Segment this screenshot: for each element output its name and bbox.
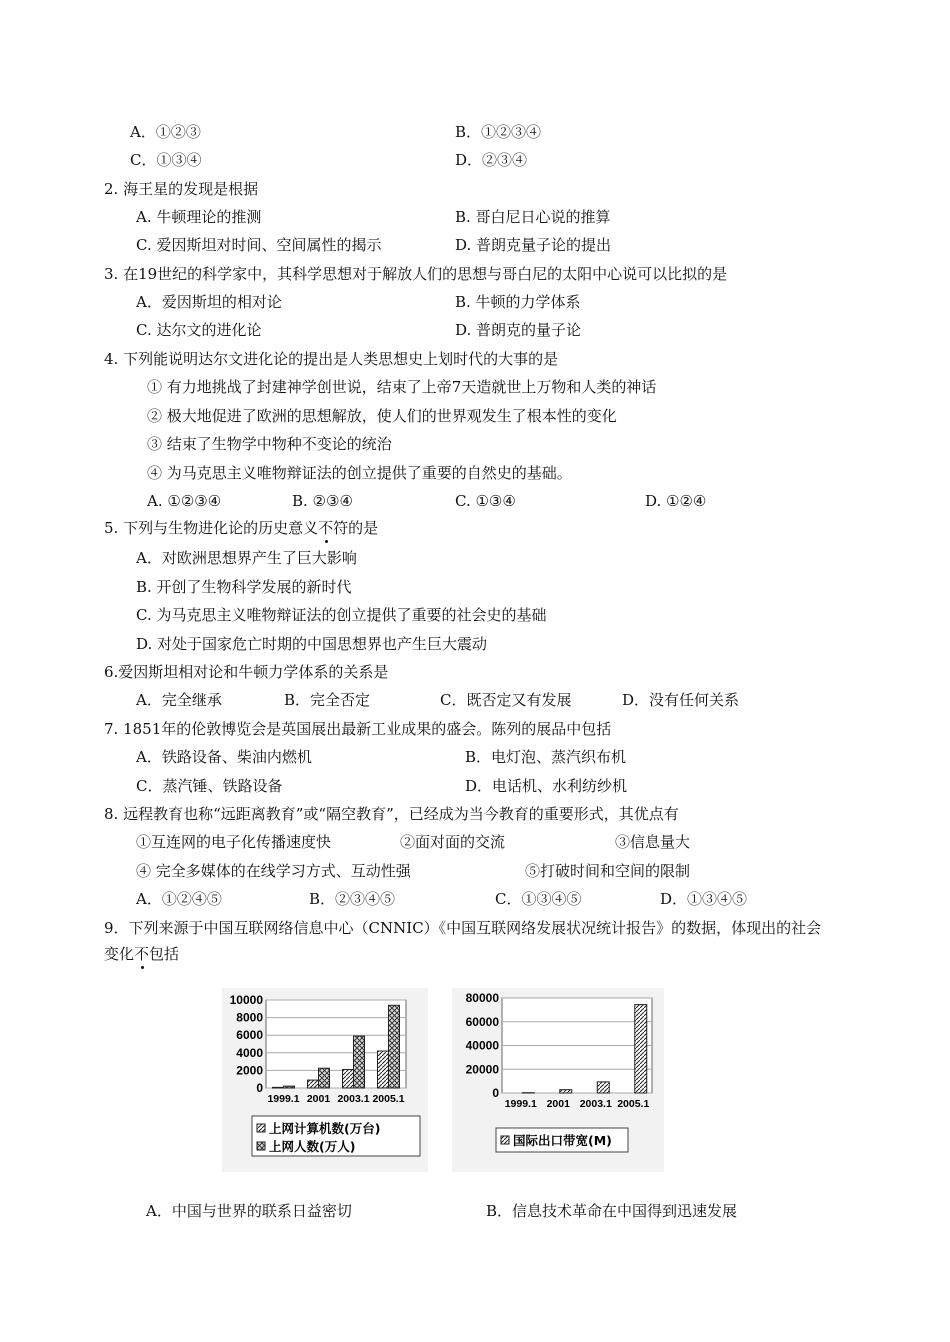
q5-stem-post: 符的是 [333, 519, 379, 537]
q8-item-1: ①互连网的电子化传播速度快 [136, 833, 332, 851]
bar [343, 1070, 354, 1088]
q4-statement-3: ③ 结束了生物学中物种不变论的统治 [147, 435, 392, 453]
legend-label: 上网人数(万人) [269, 1139, 356, 1154]
chart-internet-users [222, 988, 428, 1172]
chart-bandwidth [452, 988, 664, 1172]
q4-statement-1: ① 有力地挑战了封建神学创世说，结束了上帝7天造就世上万物和人类的神话 [147, 378, 657, 396]
q5-option-d: D. 对处于国家危亡时期的中国思想界也产生巨大震动 [136, 635, 488, 653]
chart-2-svg [452, 988, 664, 1172]
q3-option-b: B. 牛顿的力学体系 [455, 293, 581, 311]
q5-emphasis-mark: 不 [318, 519, 334, 537]
chart-1-svg [222, 988, 428, 1172]
q7-option-a: A．铁路设备、柴油内燃机 [136, 748, 312, 766]
x-tick-label: 1999.1 [504, 1098, 537, 1110]
bar [308, 1080, 319, 1088]
q4-option-d: D. ①②④ [645, 492, 707, 510]
q8-item-5: ⑤打破时间和空间的限制 [525, 862, 691, 880]
q9-stem-line2 [104, 944, 179, 964]
y-tick-label: 6000 [236, 1028, 263, 1043]
q5-stem-pre: 5. 下列与生物进化论的历史意义 [104, 519, 319, 537]
bar [560, 1090, 572, 1093]
bar [597, 1082, 609, 1093]
bar [389, 1005, 400, 1088]
q7-option-d: D．电话机、水利纺纱机 [465, 777, 628, 795]
q9-option-b: B．信息技术革命在中国得到迅速发展 [486, 1202, 738, 1220]
bar [354, 1036, 365, 1088]
option-d: D．②③④ [455, 151, 528, 169]
x-tick-label: 1999.1 [267, 1093, 300, 1105]
bar [319, 1068, 330, 1088]
q4-option-c: C. ①③④ [455, 492, 516, 510]
y-tick-label: 20000 [465, 1062, 499, 1077]
q2-stem: 2. 海王星的发现是根据 [104, 180, 259, 198]
q6-option-b: B．完全否定 [284, 691, 371, 709]
q5-stem [104, 518, 378, 538]
q2-option-b: B. 哥白尼日心说的推算 [455, 208, 611, 226]
q4-option-b: B. ②③④ [292, 492, 353, 510]
x-tick-label: 2001 [306, 1093, 331, 1105]
q8-option-b: B．②③④⑤ [309, 890, 396, 908]
y-tick-label: 80000 [465, 991, 499, 1005]
q9-stem-post: 包括 [149, 945, 180, 963]
y-tick-label: 2000 [236, 1063, 263, 1078]
x-tick-label: 2005.1 [617, 1098, 650, 1110]
q6-option-d: D．没有任何关系 [622, 691, 740, 709]
legend-swatch [257, 1124, 265, 1132]
q8-option-d: D．①③④⑤ [660, 890, 748, 908]
y-tick-label: 60000 [465, 1014, 499, 1029]
q4-stem: 4. 下列能说明达尔文进化论的提出是人类思想史上划时代的大事的是 [104, 350, 559, 368]
q6-option-a: A．完全继承 [136, 691, 222, 709]
legend-label: 国际出口带宽(M) [513, 1133, 612, 1148]
bar [378, 1051, 389, 1088]
y-tick-label: 4000 [236, 1045, 263, 1060]
option-c: C．①③④ [130, 151, 202, 169]
q3-option-c: C. 达尔文的进化论 [136, 321, 262, 339]
q9-stem-pre: 变化 [104, 945, 135, 963]
bar [284, 1086, 295, 1088]
q3-option-d: D. 普朗克的量子论 [455, 321, 582, 339]
q8-stem: 8. 远程教育也称“远距离教育”或“隔空教育”，已经成为当今教育的重要形式，其优点有 [104, 805, 679, 823]
q9-option-a: A．中国与世界的联系日益密切 [146, 1202, 352, 1220]
q8-item-3: ③信息量大 [615, 833, 691, 851]
q9-emphasis-mark: 不 [134, 945, 150, 963]
q4-statement-2: ② 极大地促进了欧洲的思想解放，使人们的世界观发生了根本性的变化 [147, 407, 617, 425]
q8-item-4: ④ 完全多媒体的在线学习方式、互动性强 [136, 862, 411, 880]
x-tick-label: 2003.1 [579, 1098, 612, 1110]
bar [273, 1087, 284, 1088]
q3-option-a: A．爱因斯坦的相对论 [136, 293, 282, 311]
legend-label: 上网计算机数(万台) [269, 1121, 381, 1136]
bar [635, 1005, 647, 1093]
q8-item-2: ②面对面的交流 [400, 833, 506, 851]
y-tick-label: 10000 [229, 993, 263, 1007]
x-tick-label: 2003.1 [337, 1093, 370, 1105]
q7-option-b: B．电灯泡、蒸汽织布机 [465, 748, 627, 766]
y-tick-label: 40000 [465, 1038, 499, 1053]
q2-option-c: C. 爱因斯坦对时间、空间属性的揭示 [136, 236, 382, 254]
q8-option-c: C．①③④⑤ [495, 890, 582, 908]
q6-option-c: C．既否定又有发展 [440, 691, 572, 709]
q6-stem: 6.爱因斯坦相对论和牛顿力学体系的关系是 [104, 663, 389, 681]
option-b: B．①②③④ [455, 123, 542, 141]
q7-option-c: C．蒸汽锤、铁路设备 [136, 777, 283, 795]
y-tick-label: 8000 [236, 1010, 263, 1025]
y-tick-label: 0 [492, 1086, 499, 1100]
legend-swatch [501, 1136, 509, 1144]
y-tick-label: 0 [256, 1081, 263, 1095]
x-tick-label: 2001 [546, 1098, 570, 1110]
q4-option-a: A. ①②③④ [147, 492, 222, 510]
option-a: A．①②③ [130, 123, 201, 141]
q3-stem: 3. 在19世纪的科学家中，其科学思想对于解放人们的思想与哥白尼的太阳中心说可以比拟的是 [104, 265, 728, 283]
q5-option-b: B. 开创了生物科学发展的新时代 [136, 578, 352, 596]
q5-option-a: A．对欧洲思想界产生了巨大影响 [136, 549, 357, 567]
q8-option-a: A．①②④⑤ [136, 890, 222, 908]
x-tick-label: 2005.1 [372, 1093, 405, 1105]
q2-option-d: D. 普朗克量子论的提出 [455, 236, 612, 254]
q5-option-c: C. 为马克思主义唯物辩证法的创立提供了重要的社会史的基础 [136, 606, 547, 624]
q7-stem: 7. 1851年的伦敦博览会是英国展出最新工业成果的盛会。陈列的展品中包括 [104, 720, 612, 738]
q2-option-a: A. 牛顿理论的推测 [136, 208, 262, 226]
q4-statement-4: ④ 为马克思主义唯物辩证法的创立提供了重要的自然史的基础。 [147, 464, 572, 482]
q9-stem-line1: 9．下列来源于中国互联网络信息中心（CNNIC）《中国互联网络发展状况统计报告》的数据，体现出的社会 [104, 919, 822, 937]
legend-swatch [257, 1142, 265, 1150]
